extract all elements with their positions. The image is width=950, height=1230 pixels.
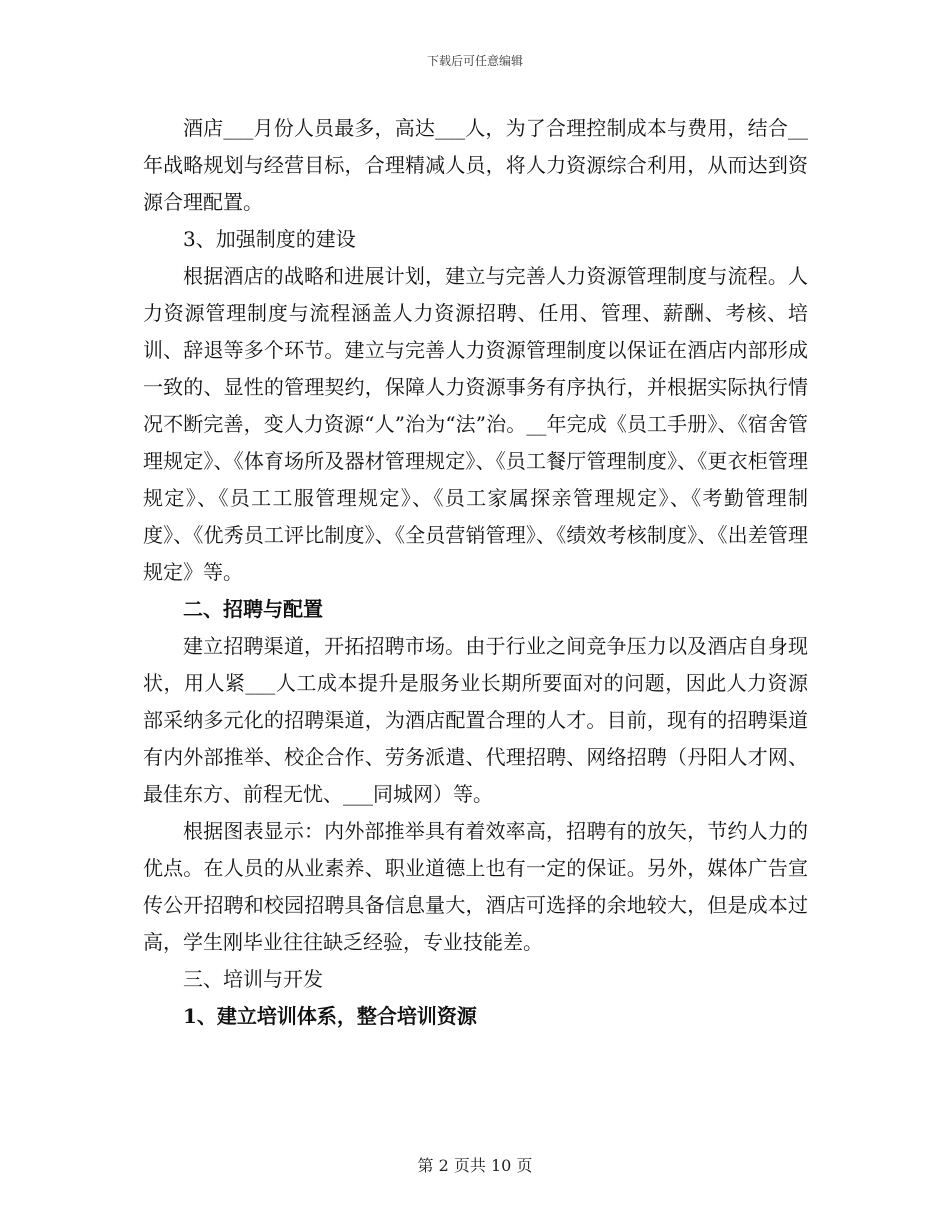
- paragraph-hr-system: 根据酒店的战略和进展计划，建立与完善人力资源管理制度与流程。人力资源管理制度与流程涵盖人力资源招聘、任用、管理、薪酬、考核、培训、辞退等多个环节。建立与完善人力资源管理制度以保证在酒店内部形成一致的、显性的管理契约，保障人力资源事务有序执行，并根据实际执行情况不断完善，变人力资源“人”治为“法”治。__年完成《员工手册》、《宿舍管理规定》、《体育场所及器材管理规定》、《员工餐厅管理制度》、《更衣柜管理规定》、《员工工服管理规定》、《员工家属探亲管理规定》、《考勤管理制度》、《优秀员工评比制度》、《全员营销管理》、《绩效考核制度》、《出差管理规定》等。: [143, 264, 808, 584]
- section-heading-system-building: 3、加强制度的建设: [183, 227, 356, 251]
- paragraph-chart-analysis: 根据图表显示：内外部推举具有着效率高，招聘有的放矢，节约人力的优点。在人员的从业素养、职业道德上也有一定的保证。另外，媒体广告宣传公开招聘和校园招聘具备信息量大，酒店可选择的余地较大，但是成本过高，学生刚毕业往往缺乏经验，专业技能差。: [143, 819, 808, 954]
- page-footer: 第 2 页共 10 页: [417, 1156, 533, 1175]
- document-body: [143, 110, 808, 1035]
- subsection-heading-training-system: 1、建立培训体系，整合培训资源: [183, 1004, 477, 1028]
- page-header: 下载后可任意编辑: [426, 54, 523, 68]
- section-heading-training: 三、培训与开发: [183, 967, 323, 991]
- section-heading-recruitment: 二、招聘与配置: [183, 597, 323, 621]
- paragraph-recruitment-channels: 建立招聘渠道，开拓招聘市场。由于行业之间竞争压力以及酒店自身现状，用人紧___人工成本提升是服务业长期所要面对的问题，因此人力资源部采纳多元化的招聘渠道，为酒店配置合理的人才。目前，现有的招聘渠道有内外部推举、校企合作、劳务派遣、代理招聘、网络招聘（丹阳人才网、最佳东方、前程无忧、___同城网）等。: [143, 634, 808, 806]
- paragraph-staffing: 酒店___月份人员最多，高达___人，为了合理控制成本与费用，结合__年战略规划与经营目标，合理精减人员，将人力资源综合利用，从而达到资源合理配置。: [143, 116, 808, 214]
